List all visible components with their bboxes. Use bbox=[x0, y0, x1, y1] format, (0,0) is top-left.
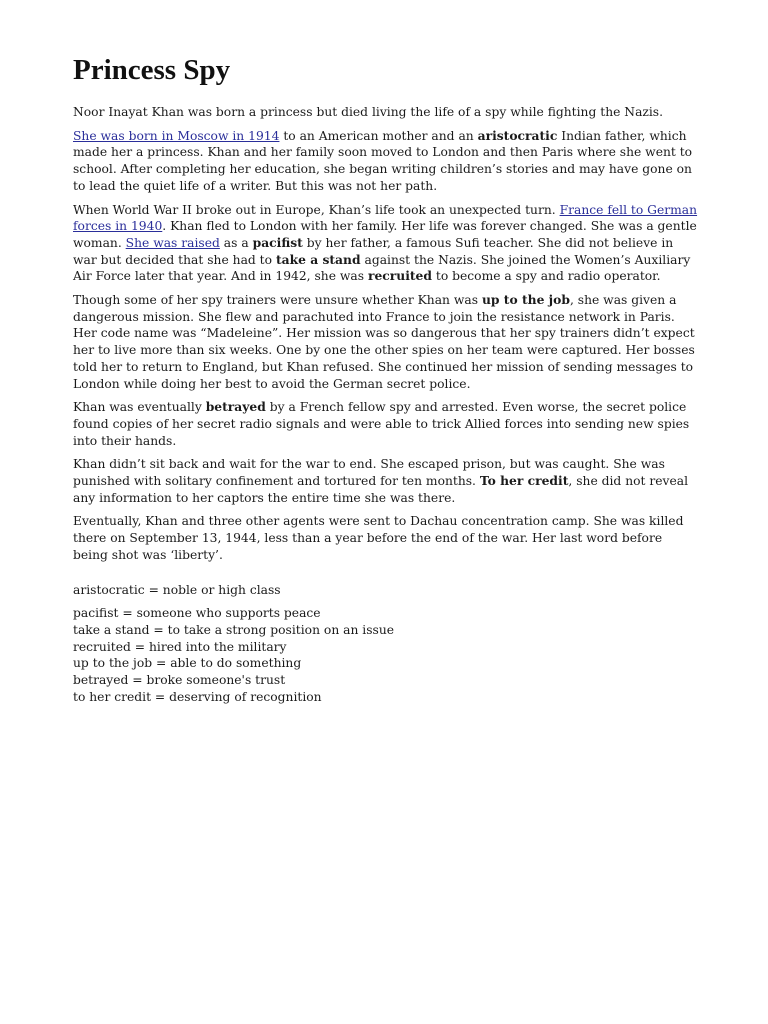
inline-link[interactable]: She was raised bbox=[125, 235, 220, 250]
bold-term: up to the job bbox=[481, 292, 570, 308]
page-title: Princess Spy bbox=[73, 54, 231, 86]
bold-term: pacifist bbox=[252, 234, 303, 250]
paragraph bbox=[73, 456, 699, 506]
glossary-item: pacifist = someone who supports peace bbox=[73, 606, 321, 621]
glossary-item: recruited = hired into the military bbox=[73, 639, 287, 654]
paragraph bbox=[73, 104, 699, 121]
text-run: Khan didn’t sit back and wait for the war to end. She escaped prison, but was caught. She was punished with solitary confinement and tortured for ten months. bbox=[73, 457, 665, 489]
paragraph bbox=[73, 513, 699, 563]
text-run: Khan was eventually bbox=[73, 400, 206, 415]
document-page bbox=[73, 52, 699, 706]
text-run: as a bbox=[219, 235, 253, 250]
inline-link[interactable]: She was born in Moscow in 1914 bbox=[73, 128, 280, 143]
glossary-item: to her credit = deserving of recognition bbox=[73, 689, 322, 704]
paragraph bbox=[73, 399, 699, 449]
text-run: to an American mother and an bbox=[279, 128, 478, 143]
text-run: Eventually, Khan and three other agents were sent to Dachau concentration camp. She was killed there on September 13, 1944, less than a year before the end of the war. Her last word before being shot was ‘liberty’. bbox=[73, 514, 684, 562]
glossary-item: take a stand = to take a strong position on an issue bbox=[73, 622, 395, 637]
text-run: . Khan fled to London with her family. Her life was forever changed. She was a gentle woman. bbox=[73, 219, 697, 250]
glossary bbox=[73, 582, 699, 706]
text-run: Though some of her spy trainers were unsure whether Khan was bbox=[73, 293, 482, 308]
bold-term: take a stand bbox=[275, 251, 361, 267]
article-body bbox=[73, 104, 699, 564]
text-run: to become a spy and radio operator. bbox=[431, 269, 661, 284]
glossary-item: aristocratic = noble or high class bbox=[73, 582, 281, 597]
text-run: by her father, a famous Sufi teacher. She did not believe in war but decided that she had to bbox=[73, 235, 674, 267]
text-run: Noor Inayat Khan was born a princess but died living the life of a spy while fighting the Nazis. bbox=[73, 105, 664, 119]
text-run: Indian father, which made her a princess. Khan and her family soon moved to London and then Paris where she went to school. After completing her education, she began writing children’s stories and may have gone on to lead the quiet life of a writer. But this was not her path. bbox=[73, 128, 693, 193]
text-run: , she was given a dangerous mission. She flew and parachuted into France to join the resistance network in Paris. Her code name was “Madeleine”. Her mission was so dangerous that her spy trainers didn’t expect her to live more than six weeks. One by one the other spies on her team were captured. Her bosses told her to return to England, but Khan refused. She continued her mission of sending messages to London while doing her best to avoid the German secret police. bbox=[73, 293, 695, 391]
glossary-item: betrayed = broke someone's trust bbox=[73, 673, 286, 688]
paragraph bbox=[73, 128, 699, 195]
text-run: When World War II broke out in Europe, Khan’s life took an unexpected turn. bbox=[73, 202, 560, 217]
text-run: by a French fellow spy and arrested. Even worse, the secret police found copies of her secret radio signals and were able to trick Allied forces into sending new spies into their hands. bbox=[73, 400, 690, 448]
text-run: , she did not reveal any information to her captors the entire time she was there. bbox=[73, 474, 689, 505]
inline-link[interactable]: France fell to German forces in 1940 bbox=[73, 202, 698, 234]
text-run: against the Nazis. She joined the Women’s Auxiliary Air Force later that year. And in 1942, she was bbox=[73, 252, 691, 284]
bold-term: recruited bbox=[367, 268, 432, 284]
paragraph bbox=[73, 292, 699, 392]
bold-term: betrayed bbox=[205, 399, 266, 415]
bold-term: aristocratic bbox=[477, 127, 558, 143]
glossary-item: up to the job = able to do something bbox=[73, 656, 302, 671]
glossary-list bbox=[73, 605, 699, 705]
paragraph bbox=[73, 202, 699, 286]
bold-term: To her credit bbox=[479, 473, 569, 489]
